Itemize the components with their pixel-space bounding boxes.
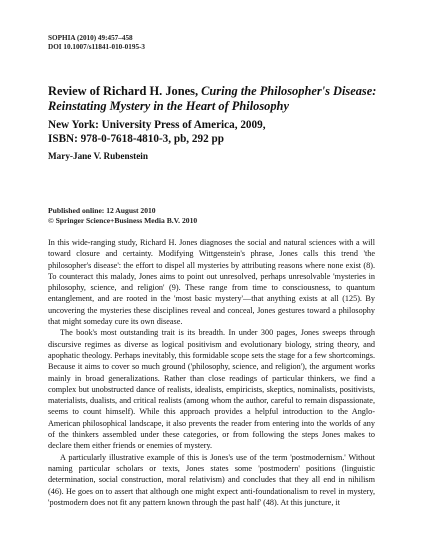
publication-info [48, 118, 368, 146]
review-author: Mary-Jane V. Rubenstein [48, 151, 148, 161]
published-date: Published online: 12 August 2010 [48, 206, 156, 215]
publisher-line: New York: University Press of America, 2009, [48, 119, 266, 131]
review-title [48, 84, 388, 114]
body-paragraph: In this wide-ranging study, Richard H. Jones diagnoses the social and natural sciences with a will toward closure and certainty. Modifying Wittgenstein's phrase, Jones calls this trend 'the philosopher's disease': the effort to dispel all mysteries by attributing reasons where none exist (8). To counteract this malady, Jones aims to point out unresolved, perhaps unresolvable 'mysteries in philosophy, science, and religion' (9). These range from time to consciousness, to quantum entanglement, and are rooted in the 'most basic mystery'—that anything exists at all (125). By uncovering the mysteries these disciplines reveal and conceal, Jones gestures toward a philosophy that might someday cure its own disease. [48, 238, 375, 327]
body-paragraph: A particularly illustrative example of this is Jones's use of the term 'postmodernism.' Without naming particular scholars or texts, Jones states some 'postmodern' positions (linguistic determination, social construction, moral relativism) and concludes that they all end in nihilism (46). He goes on to assert that although one might expect anti-foundationalism to revel in mystery, 'postmodern does not fit any pattern known through the past half' (48). At this juncture, it [48, 452, 375, 507]
doi-line: DOI 10.1007/s11841-010-0195-3 [48, 43, 146, 51]
copyright-line: © Springer Science+Business Media B.V. 2010 [48, 215, 198, 225]
review-title-prefix: Review of Richard H. Jones, [48, 84, 202, 98]
book-title: Curing the Philosopher's Disease: Reinstating Mystery in the Heart of Philosophy [48, 84, 377, 113]
review-body [48, 237, 375, 508]
body-paragraph: The book's most outstanding trait is its breadth. In under 300 pages, Jones sweeps through discursive regimes as diverse as logical positivism and evolutionary biology, string theory, and apophatic theology. Perhaps inevitably, this formidable scope sets the stage for a few shortcomings. Because it aims to cover so much ground ('philosophy, science, and religion'), the argument works mainly in broad generalizations. Rather than close readings of particular thinkers, we find a complex but unobstructed dance of realists, idealists, empiricists, skeptics, nominalists, positivists, materialists, dualists, and critical realists (among whom the author, careful to remain dispassionate, seems to count himself). While this approach provides a helpful introduction to the Anglo-American philosophical landscape, it also prevents the reader from entering into the worlds of any of the thinkers assembled under these categories, or from following the steps Jones makes to declare them either friends or enemies of mystery. [48, 328, 375, 451]
journal-reference [48, 34, 145, 52]
publication-meta [48, 206, 197, 225]
journal-citation: SOPHIA (2010) 49:457–458 [48, 34, 133, 42]
isbn-line: ISBN: 978-0-7618-4810-3, pb, 292 pp [48, 133, 224, 145]
